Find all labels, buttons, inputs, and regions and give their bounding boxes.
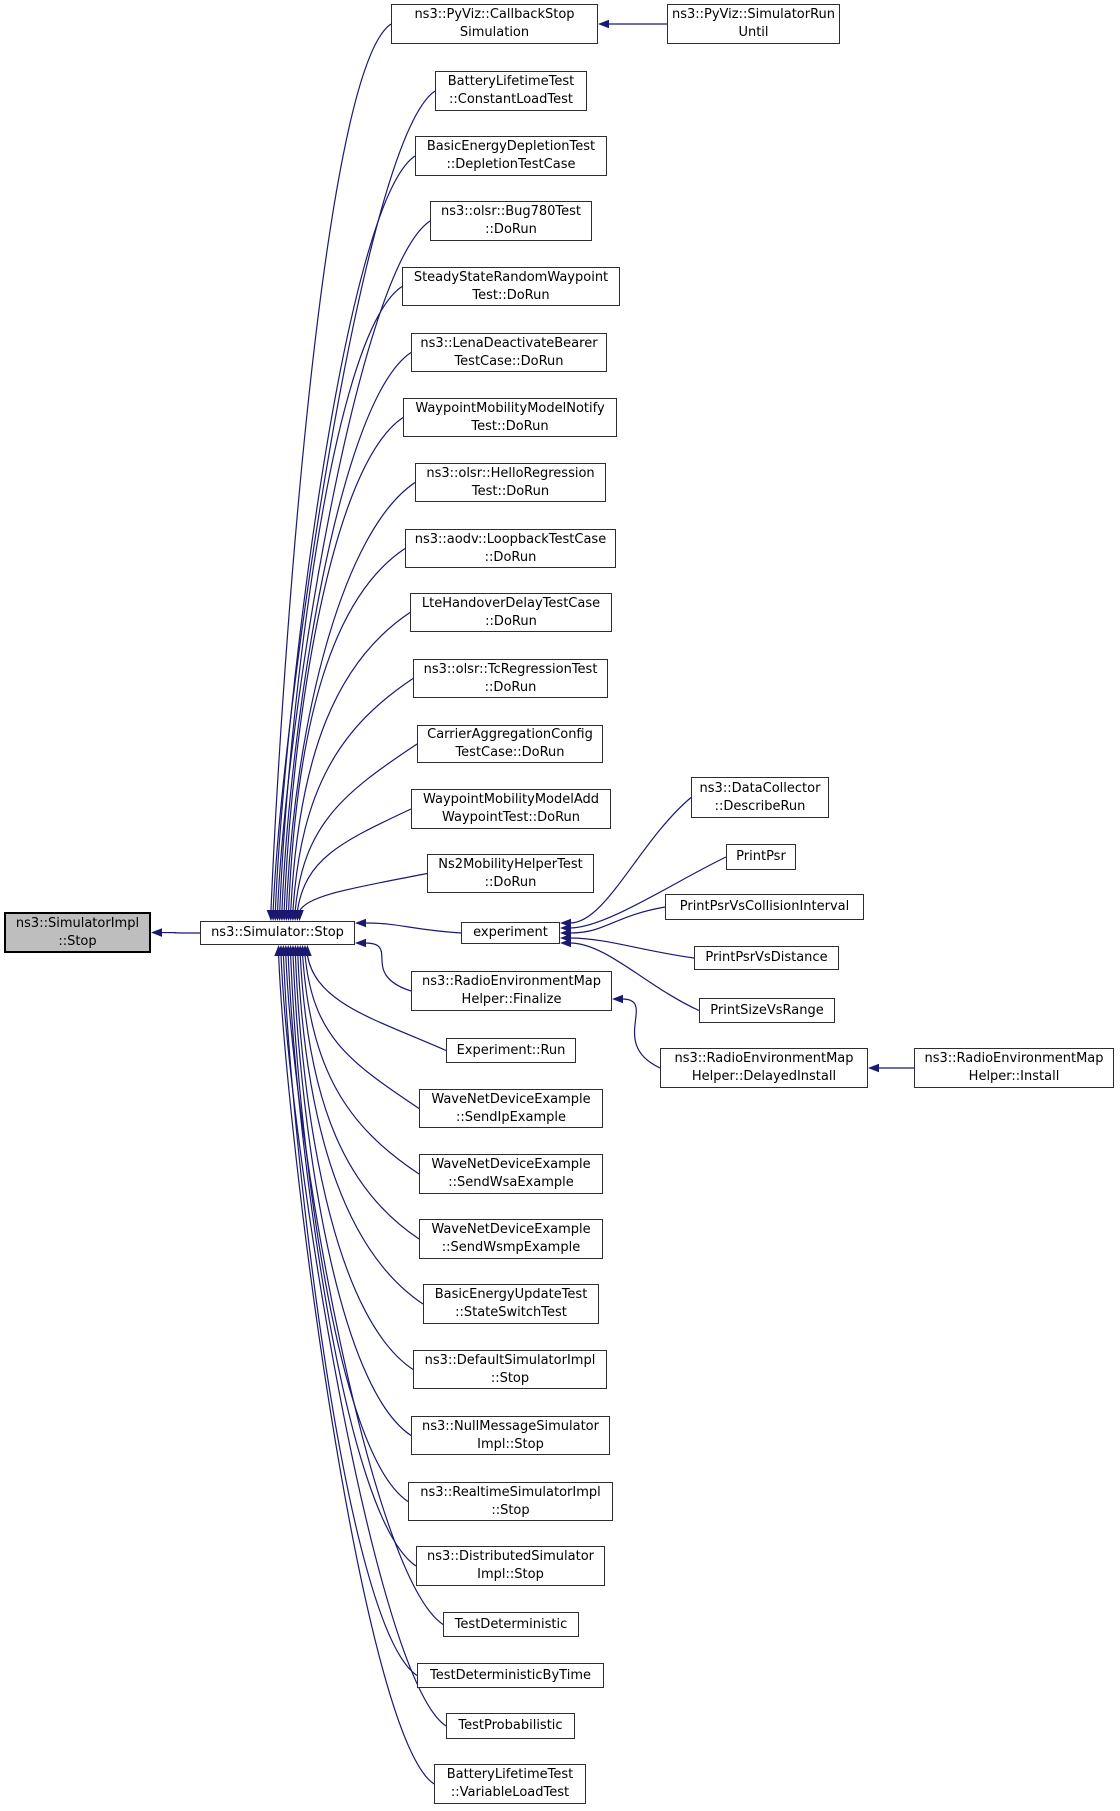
node-label: ns3::SimulatorImpl (15, 915, 140, 931)
node-label: TestProbabilistic (458, 1718, 563, 1733)
node-label: Helper::DelayedInstall (691, 1069, 837, 1084)
edge-experiment-to-sim-stop (355, 919, 461, 933)
node-pyviz-callback[interactable] (391, 4, 598, 44)
node-send-wsmp[interactable] (419, 1219, 603, 1259)
node-tc-regression[interactable] (413, 659, 608, 698)
node-label: WaveNetDeviceExample (431, 1091, 591, 1107)
node-bug780[interactable] (430, 201, 592, 241)
node-label: Helper::Install (968, 1069, 1060, 1084)
node-label: ::DoRun (485, 222, 537, 237)
node-steady-state[interactable] (402, 267, 620, 306)
node-label: ns3::olsr::HelloRegression (426, 465, 595, 481)
node-rem-install[interactable] (914, 1048, 1114, 1088)
node-label: Impl::Stop (477, 1567, 544, 1582)
node-label: ::StateSwitchTest (455, 1305, 567, 1320)
node-carrier-agg[interactable] (417, 725, 603, 763)
node-experiment-run[interactable] (446, 1038, 576, 1063)
node-describe-run[interactable] (691, 777, 829, 818)
node-waypoint-add[interactable] (411, 789, 611, 829)
node-sim-stop[interactable] (200, 921, 355, 945)
node-label: WaypointMobilityModelAdd (422, 792, 600, 807)
node-rem-delayed[interactable] (660, 1048, 868, 1088)
node-label: ::DoRun (484, 679, 537, 695)
edge-ns2-mobility-to-sim-stop (295, 874, 427, 922)
node-label: ::DoRun (484, 549, 537, 565)
node-distributed-stop[interactable] (416, 1546, 605, 1586)
node-label: PrintSizeVsRange (710, 1002, 824, 1018)
edge-state-switch-to-sim-stop (294, 945, 424, 1304)
node-label: Experiment::Run (456, 1042, 566, 1058)
node-label: ::ConstantLoadTest (449, 92, 573, 107)
node-label: BasicEnergyDepletionTest (426, 139, 596, 154)
node-label: ns3::DataCollector (699, 780, 821, 796)
node-waypoint-notify[interactable] (403, 398, 617, 437)
node-label: ns3::aodv::LoopbackTestCase (414, 531, 607, 547)
node-realtime-stop[interactable] (408, 1482, 613, 1521)
node-label: ::DoRun (484, 874, 537, 890)
edge-rem-finalize-to-sim-stop (355, 939, 411, 991)
node-label: ns3::PyViz::SimulatorRun (671, 7, 836, 22)
node-rem-finalize[interactable] (411, 971, 612, 1011)
node-label: WaypointTest::DoRun (441, 810, 581, 825)
edge-realtime-stop-to-sim-stop (286, 945, 408, 1502)
node-label: WaveNetDeviceExample (431, 1222, 591, 1237)
node-label: ns3::RealtimeSimulatorImpl (420, 1484, 601, 1500)
node-label: PrintPsrVsCollisionInterval (679, 899, 850, 914)
node-label: Test::DoRun (471, 418, 549, 434)
edge-rem-delayed-to-rem-finalize (612, 995, 660, 1068)
node-label: ::DepletionTestCase (446, 157, 576, 172)
node-hello-regression[interactable] (415, 463, 606, 502)
node-label: ::Stop (58, 933, 97, 949)
node-label: ::SendWsmpExample (441, 1240, 581, 1255)
edge-nullmsg-stop-to-sim-stop (289, 945, 411, 1436)
node-label: ns3::NullMessageSimulator (422, 1418, 599, 1434)
node-label: TestDeterministic (454, 1616, 568, 1632)
node-battery-variable[interactable] (434, 1764, 586, 1804)
node-label: ns3::Simulator::Stop (211, 925, 344, 940)
node-aodv-loopback[interactable] (405, 529, 616, 568)
edge-sim-stop-to-sim-impl-stop (151, 928, 200, 937)
node-label: Ns2MobilityHelperTest (438, 856, 583, 872)
node-test-det-bytime[interactable] (417, 1663, 604, 1688)
node-label: CarrierAggregationConfig (427, 727, 593, 742)
node-default-stop[interactable] (413, 1350, 607, 1389)
node-label: Helper::Finalize (461, 992, 562, 1007)
node-test-probabilistic[interactable] (446, 1713, 575, 1739)
node-label: SteadyStateRandomWaypoint (413, 269, 609, 285)
node-label: ns3::RadioEnvironmentMap (924, 1051, 1104, 1066)
node-label: LteHandoverDelayTestCase (421, 595, 601, 611)
node-label: WaveNetDeviceExample (431, 1157, 591, 1172)
node-label: ::DoRun (485, 613, 537, 629)
edge-test-probabilistic-to-sim-stop (277, 945, 446, 1726)
edge-rem-install-to-rem-delayed (868, 1064, 914, 1073)
node-label: ns3::olsr::TcRegressionTest (423, 661, 598, 677)
node-label: TestCase::DoRun (454, 353, 564, 369)
node-lena-deactivate[interactable] (411, 333, 607, 372)
node-nullmsg-stop[interactable] (411, 1416, 610, 1455)
node-label: ::VariableLoadTest (450, 1785, 570, 1800)
node-label: PrintPsr (736, 849, 786, 864)
edge-send-wsmp-to-sim-stop (296, 945, 419, 1239)
node-send-wsa[interactable] (419, 1154, 603, 1194)
node-pyviz-rununtil[interactable] (667, 4, 840, 44)
node-label: ns3::RadioEnvironmentMap (674, 1051, 854, 1066)
node-label: ns3::DistributedSimulator (426, 1549, 595, 1564)
node-label: TestDeterministicByTime (429, 1667, 591, 1683)
node-print-size-range[interactable] (699, 998, 835, 1023)
node-sim-impl-stop (4, 912, 151, 953)
node-label: Impl::Stop (477, 1436, 544, 1452)
node-label: BatteryLifetimeTest (446, 1767, 574, 1782)
edge-waypoint-add-to-sim-stop (293, 809, 411, 921)
node-label: Test::DoRun (471, 483, 550, 499)
node-state-switch[interactable] (423, 1284, 599, 1324)
node-label: ::SendIpExample (456, 1109, 566, 1125)
node-send-ip[interactable] (419, 1089, 603, 1128)
node-label: ::Stop (491, 1502, 530, 1518)
node-print-psr[interactable] (726, 844, 796, 870)
node-label: ns3::RadioEnvironmentMap (421, 974, 602, 989)
node-label: PrintPsrVsDistance (705, 950, 828, 965)
node-label: ::Stop (490, 1370, 530, 1386)
edge-send-wsa-to-sim-stop (298, 945, 419, 1174)
edge-pyviz-callback-to-sim-stop (267, 24, 391, 921)
node-energy-depletion[interactable] (415, 136, 607, 176)
node-label: ns3::LenaDeactivateBearer (420, 335, 598, 351)
node-label: Simulation (459, 25, 530, 40)
node-label: BasicEnergyUpdateTest (434, 1287, 588, 1302)
node-label: TestCase::DoRun (455, 745, 565, 760)
node-label: BatteryLifetimeTest (447, 74, 575, 89)
node-label: Until (738, 25, 769, 40)
node-print-psr-dist[interactable] (694, 946, 839, 970)
edge-aodv-loopback-to-sim-stop (284, 549, 405, 922)
node-label: Test::DoRun (472, 287, 550, 303)
node-label: ns3::DefaultSimulatorImpl (424, 1352, 596, 1368)
node-label: ns3::olsr::Bug780Test (440, 204, 582, 219)
node-ns2-mobility[interactable] (427, 854, 594, 893)
node-test-deterministic[interactable] (443, 1612, 579, 1637)
node-battery-constant[interactable] (435, 71, 587, 111)
edge-energy-depletion-to-sim-stop (271, 156, 415, 921)
node-label: WaypointMobilityModelNotify (415, 400, 605, 416)
node-print-psr-coll[interactable] (665, 894, 864, 920)
node-experiment[interactable] (461, 922, 560, 944)
node-label: ::DescribeRun (714, 798, 806, 814)
node-label: experiment (473, 925, 548, 940)
node-lte-handover[interactable] (410, 593, 612, 632)
node-label: ns3::PyViz::CallbackStop (414, 7, 575, 22)
edge-pyviz-rununtil-to-pyviz-callback (598, 20, 667, 29)
node-label: ::SendWsaExample (448, 1175, 574, 1190)
edge-print-psr-dist-to-experiment (560, 934, 694, 958)
edge-tc-regression-to-sim-stop (289, 679, 413, 922)
